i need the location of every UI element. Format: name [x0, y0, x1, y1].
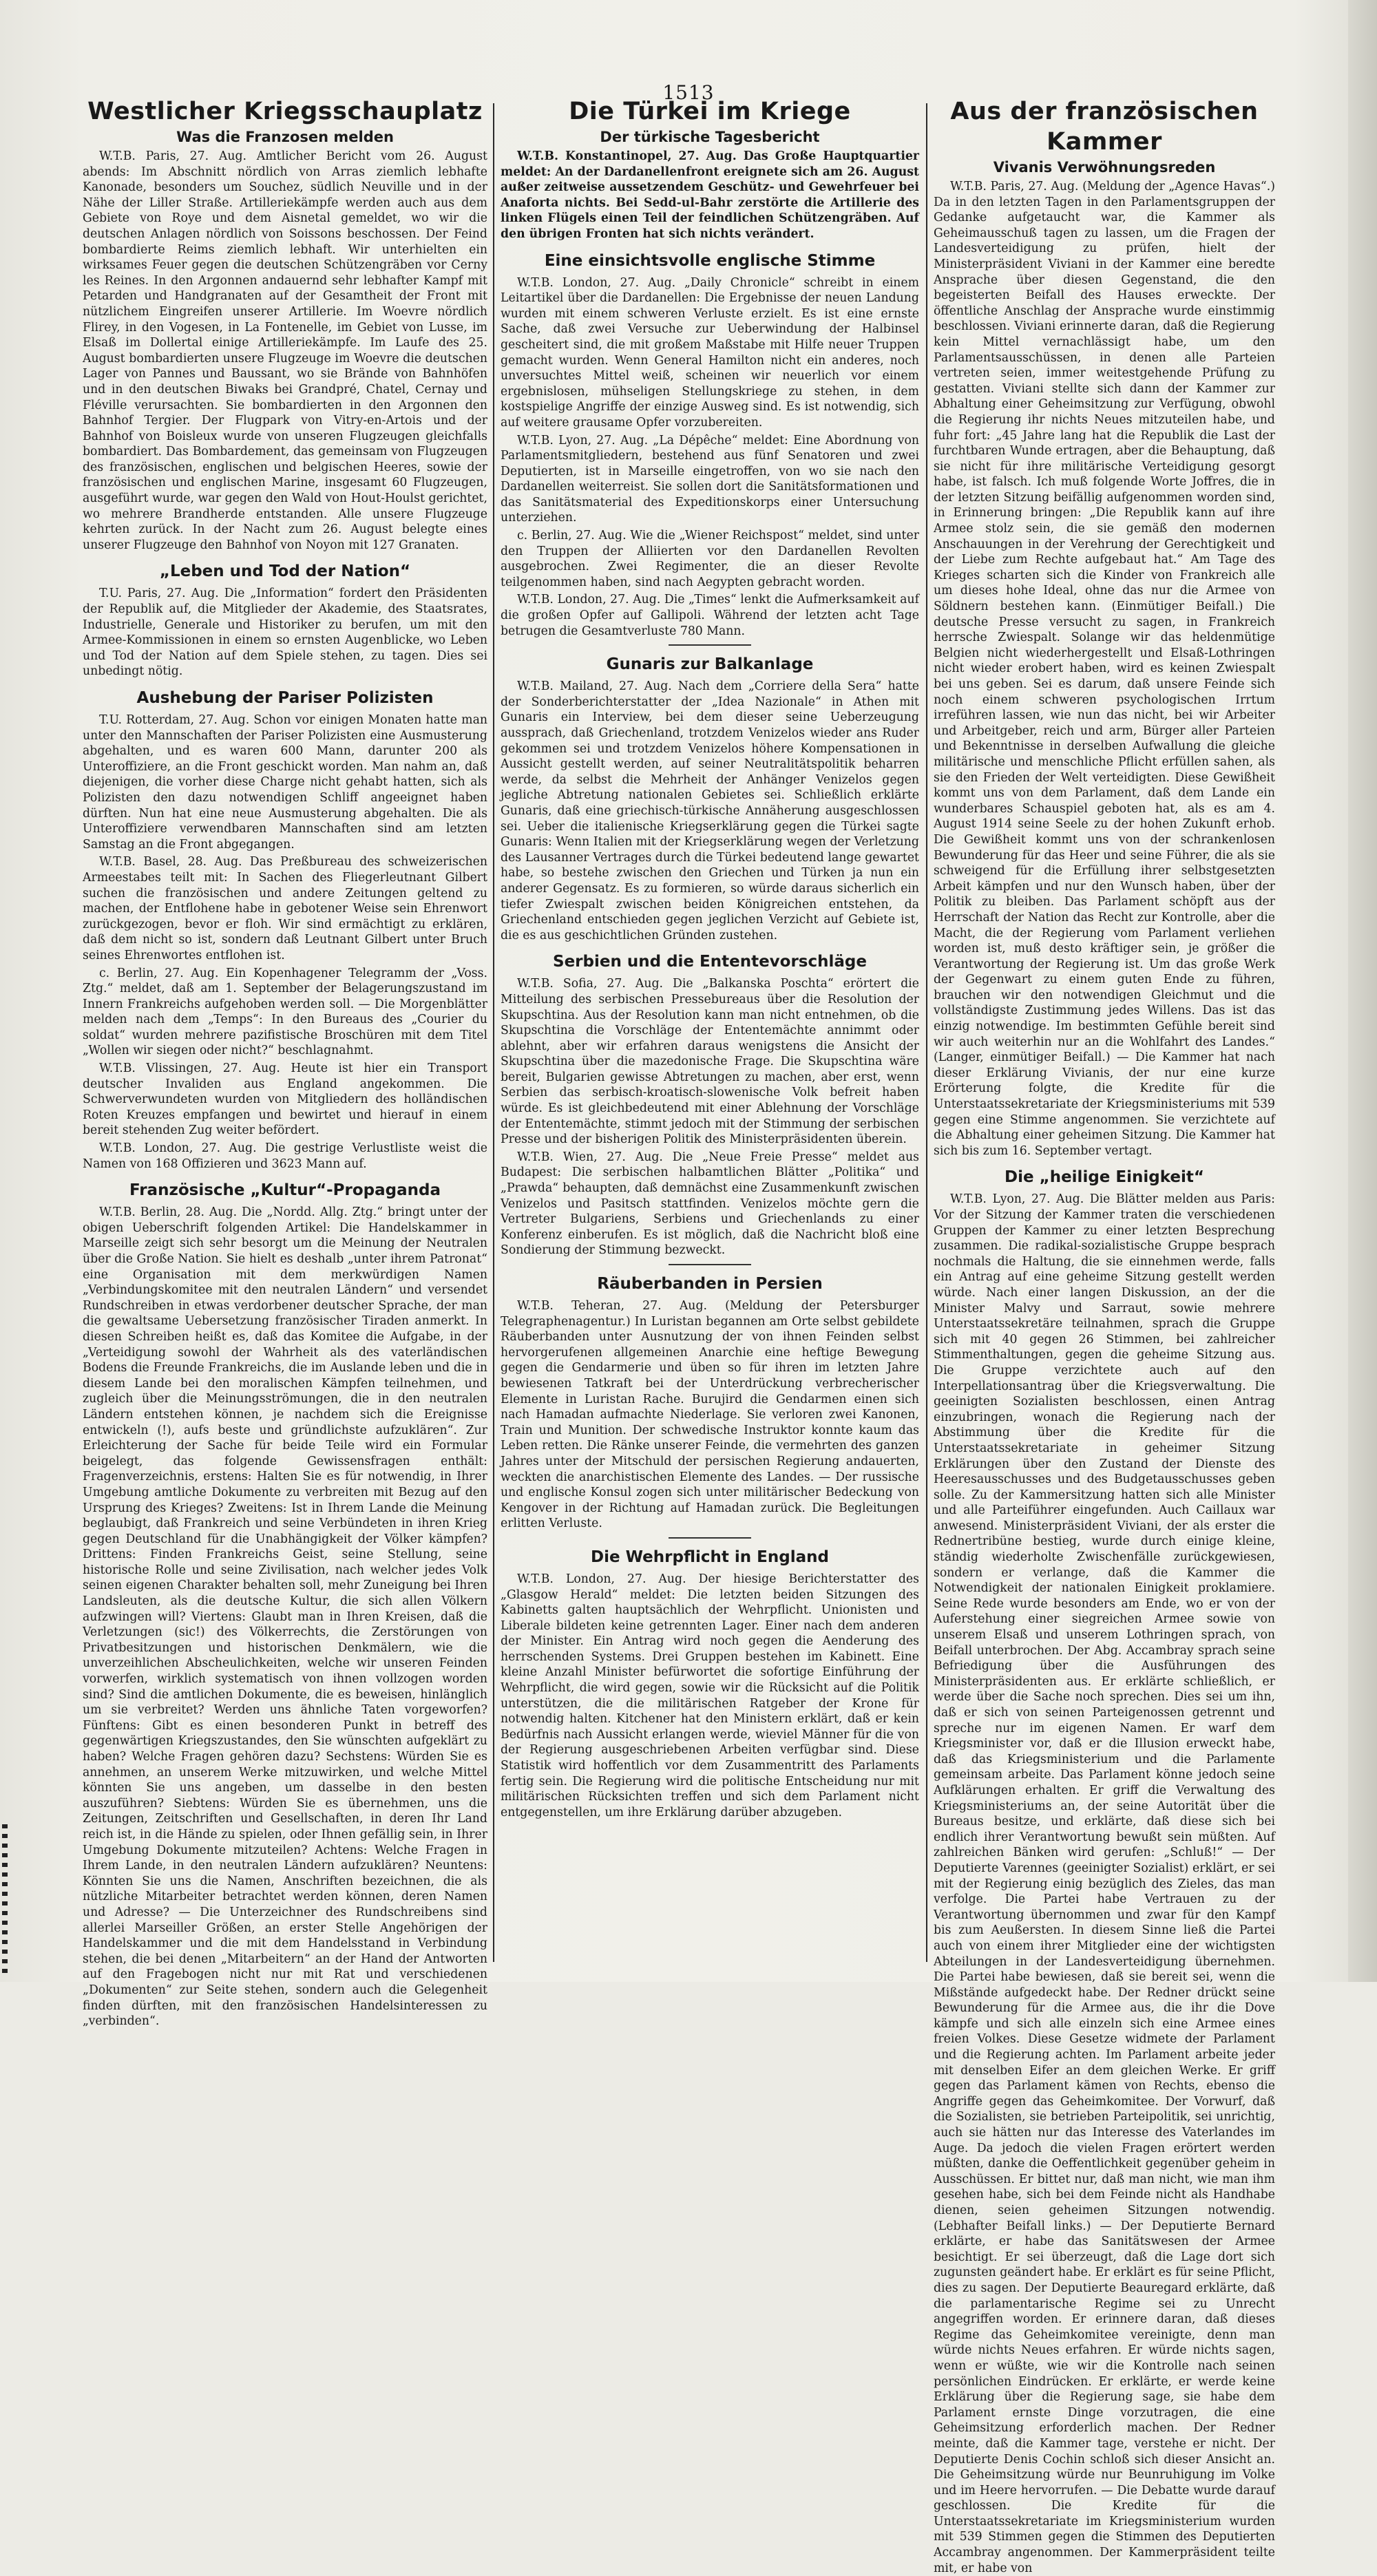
- article-paragraph: T.U. Paris, 27. Aug. Die „Information“ fordert den Präsidenten der Republik auf, die Mitglieder der Akademie, des Staatsrates, Industrielle, Generale und Historiker zu berufen, um mit den Armee-Kommissionen in einem so ernsten Augenblicke, wo Leben und Tod der Nation auf dem Spiele stehen, zu tagen. Dies sei unbedingt nötig.: [83, 587, 487, 679]
- article-paragraph: W.T.B. Paris, 27. Aug. Amtlicher Bericht vom 26. August abends: Im Abschnitt nördlich von Arras ziemlich lebhafte Kanonade, besonders um Souchez, südlich Neuville und in der Nähe der Liller Straße. Artilleriekämpfe werden auch aus dem Gebiete von Roye und dem Aisnetal gemeldet, wo wir die deutschen Anlagen nördlich von Soissons beschossen. Der Feind bombardierte Reims ziemlich lebhaft. Wir unterhielten ein wirksames Feuer gegen die deutschen Schützengräben vor Cerny les Reines. In den Argonnen andauernd sehr lebhafter Kampf mit Petarden und Handgranaten auf der Gesamtheit der Front mit nützlichem Eingreifen unserer Artillerie. Im Woevre nördlich Flirey, in den Vogesen, in La Fontenelle, im Gebiet von Lusse, im Elsaß im Dollertal einige Artilleriekämpfe. Im Laufe des 25. August bombardierten unsere Flugzeuge im Woevre die deutschen Lager von Pannes und Baussant, wo sie Brände von Bahnhöfen und in den deutschen Biwaks bei Grandpré, Chatel, Cernay und Fléville verursachten. Sie bombardierten in den Argonnen den Bahnhof Tergier. Der Flugpark von Vitry-en-Artois und der Bahnhof von Boisleux wurde von unseren Flugzeugen gleichfalls bombardiert. Das Bombardement, das gemeinsam von Flugzeugen des französischen, englischen und belgischen Heeres, sowie der französischen und englischen Marine, insgesamt 60 Flugzeugen, ausgeführt wurde, war gegen den Wald von Hout-Houlst gerichtet, wo mehrere Brandherde entstanden. Alle unsere Flugzeuge kehrten zurück. In der Nacht zum 26. August belegte eines unserer Flugzeuge den Bahnhof von Noyon mit 127 Granaten.: [83, 149, 487, 552]
- section-heading-kultur-propaganda: Französische „Kultur“-Propaganda: [129, 1181, 441, 1200]
- article-paragraph: W.T.B. London, 27. Aug. Die gestrige Verlustliste weist die Namen von 168 Offizieren und 3623 Mann auf.: [83, 1141, 487, 1171]
- article-paragraph: W.T.B. Berlin, 28. Aug. Die „Nordd. Allg. Ztg.“ bringt unter der obigen Ueberschrift folgenden Artikel: Die Handelskammer in Marseille zeigt sich sehr besorgt um die Meinung der Neutralen über die Große Nation. Sie hielt es deshalb „unter ihrem Patronat“ eine Organisation mit dem merkwürdigen Namen „Verbindungskomitee mit den neutralen Ländern“ und versendet Rundschreiben in etwas verdorbener deutscher Sprache, der man die gewaltsame Uebersetzung französischer Tiraden anmerkt. In diesen Schreiben heißt es, daß das Komitee die Aufgabe, in der „Verteidigung sowohl der Wahrheit als des vaterländischen Bodens die Freunde Frankreichs, die im Auslande leben und die in diesem Lande bei den moralischen Kämpfen teilnehmen, und zugleich über die Meinungsströmungen, die in den neutralen Ländern entstehen können, je nachdem sich die Ereignisse entwickeln (!), aufs beste und gründlichste aufzuklären“. Zur Erleichterung der Sache für beide Teile wird ein Formular beigelegt, das folgende Gewissensfragen enthält: Fragenverzeichnis, erstens: Halten Sie es für notwendig, in Ihrer Umgebung amtliche Dokumente zu verbreiten mit Bezug auf den Ursprung des Krieges? Zweitens: Ist in Ihrem Lande die Meinung beglaubigt, daß Frankreich und seine Verbündeten in ihren Krieg gegen Deutschland für die Unabhängigkeit der Völker kämpfen? Drittens: Finden Frankreichs Geist, seine Stellung, seine historische Rolle und seine Zivilisation, nach welcher jedes Volk seinen eigenen Charakter behalten soll, mehr Zuneigung bei Ihren Landsleuten, als die deutsche Kultur, die sich allen Völkern aufzwingen will? Viertens: Glaubt man in Ihren Kreisen, daß die Verletzungen (sic!) des Völkerrechts, die Zerstörungen von Privatbesitzungen und historischen Denkmälern, wie die unverzeihlichen Abscheulichkeiten, welche wir unseren Feinden vorwerfen, wirklich systematisch von ihnen vollzogen worden sind? Sind die amtlichen Dokumente, die es beweisen, hinlänglich um sie verbreitet? Werden uns ähnliche Taten vorgeworfen? Fünftens: Gibt es einen besonderen Punkt in betreff des gegenwärtigen Kriegszustandes, den Sie wünschten aufgeklärt zu haben? Welche Fragen gehören dazu? Sechstens: Würden Sie es annehmen, an unserem Werke mitzuwirken, und welche Mittel könnten Sie uns angeben, um dasselbe in den besten auszuführen? Siebtens: Würden Sie es übernehmen, uns die Zeitungen, Zeitschriften und Gesellschaften, in deren Ihr Land reich ist, in die Hände zu spielen, oder Ihnen gefällig sein, in Ihrer Umgebung Dokumente mitzuteilen? Achtens: Welche Fragen in Ihrem Lande, in den neutralen Ländern aufzuklären? Neuntens: Könnten Sie uns die Namen, Anschriften bezeichnen, die als nützliche Mitarbeiter betrachtet werden können, deren Namen und Adresse? — Die Unterzeichner des Rundschreibens sind allerlei Marseiller Größen, an erster Stelle Angehörigen der Handelskammer und die mit dem Handelsstand in Verbindung stehen, die bei denen „Mitarbeitern“ an der Hand der Antworten auf den Fragebogen nicht nur mit Rat und verschiedenen „Dokumenten“ zur Seite stehen, sondern auch die Gelegenheit finden dürften, mit den französischen Handelsinteressen zu „verbinden“.: [83, 1205, 487, 2029]
- article-paragraph: W.T.B. Basel, 28. Aug. Das Preßbureau des schweizerischen Armeestabes teilt mit: In Sachen des Fliegerleutnant Gilbert suchen die französischen und andere Zeitungen geltend zu machen, der Entflohene habe in gebotener Weise sein Ehrenwort zurückgezogen, bevor er floh. Wir sind ermächtigt zu erklären, daß dem nicht so ist, sondern daß Leutnant Gilbert unter Bruch seines Ehrenwortes entflohen ist.: [83, 855, 487, 962]
- article-paragraph: T.U. Rotterdam, 27. Aug. Schon vor einigen Monaten hatte man unter den Mannschaften der Pariser Polizisten eine Ausmusterung abgehalten, und es waren 600 Mann, darunter 200 als Unteroffiziere, an die Front geschickt worden. Man nahm an, daß diejenigen, die vorher diese Charge nicht gehabt hatten, sich als Polizisten den dazu notwendigen Schliff angeeignet haben dürften. Nun hat eine neue Ausmusterung abgehalten. Die als Unteroffiziere verwendbaren Mannschaften sind am letzten Samstag an die Front abgegangen.: [83, 713, 487, 852]
- section-heading-raeuberbanden: Räuberbanden in Persien: [597, 1275, 823, 1293]
- section-divider: [669, 1537, 751, 1539]
- section-divider: [669, 644, 751, 646]
- article-paragraph: W.T.B. Paris, 27. Aug. (Meldung der „Agence Havas“.) Da in den letzten Tagen in den Parlamentsgruppen der Gedanke aufgetaucht war, die Kammer als Geheimausschuß tagen zu lassen, um die Fragen der Landesverteidigung zu prüfen, hielt der Ministerpräsident Viviani in der Kammer eine beredte Ansprache über diesen Gegenstand, die den begeisterten Beifall des Hauses erweckte. Der öffentliche Anschlag der Ansprache wurde einstimmig beschlossen. Viviani erinnerte daran, daß die Regierung kein Mittel vernachlässigt habe, um den Parlamentsausschüssen, in denen alle Parteien vertreten seien, immer weitestgehende Prüfung zu gestatten. Viviani stellte sich dann der Kammer zur Abhaltung einer Geheimsitzung zur Verfügung, obwohl die Regierung ihr nichts Neues mitzuteilen habe, und fuhr fort: „45 Jahre lang hat die Republik die Last der furchtbaren Wunde ertragen, aber die Behauptung, daß sie nicht für ihre militärische Verteidigung gesorgt habe, ist falsch. Ich muß folgende Worte Joffres, die in der letzten Sitzung beifällig aufgenommen worden sind, in Erinnerung bringen: „Die Republik kann auf ihre Armee stolz sein, die sie gemäß den modernen Anschauungen in der Verehrung der Gerechtigkeit und der Liebe zum Rechte aufgebaut hat.“ Am Tage des Krieges scharten sich die Kinder von Frankreich alle um dieses hohe Ideal, ohne das nur die Armee von Söldnern bestehen kann. (Einmütiger Beifall.) Die deutsche Presse versucht zu sagen, in Frankreich herrsche Zwiespalt. Solange wir das heldenmütige Belgien nicht wiederhergestellt und Elsaß-Lothringen nicht wieder erobert haben, wird es keinen Zwiespalt bei uns geben. Sei es darum, daß unsere Feinde sich noch einem schweren psychologischen Irrtum irreführen lassen, wie nun das nicht, bei wir Arbeiter und Arbeitgeber, reich und arm, Bürger aller Parteien und Bekenntnisse in derselben Aufwallung die gleiche militärische und menschliche Pflicht erfüllen sahen, als sie den Frieden der Welt verteidigten. Diese Gewißheit kommt uns von dem Parlament, daß dem Lande ein wunderbares Schauspiel geboten hat, als es am 4. August 1914 seine Seele zu der hohen Zukunft erhob. Die Gewißheit kommt uns von der schrankenlosen Bewunderung für das Heer und seine Führer, die als sie schweigend für die Erfüllung ihrer selbstgesetzten Arbeit kämpfen und nur den Wunsch haben, über der Politik zu bleiben. Das Parlament schöpft aus der Herrschaft der Nation das Recht zur Kontrolle, aber die Macht, die der Regierung vom Parlament verliehen worden ist, muß desto kräftiger sein, je größer die Verantwortung der Regierung ist. Um das große Werk der Gegenwart zu einem guten Ende zu führen, brauchen wir den notwendigen Gleichmut und die vollständigste Zustimmung jedes Willens. Das ist das einzig notwendige. Im bestimmten Gefühle bereit sind wir auch weiterhin nur an die Wohlfahrt des Landes.“ (Langer, einmütiger Beifall.) — Die Kammer hat nach dieser Erklärung Vivianis, der nur eine kurze Erörterung folgte, die Kredite für die Unterstaatssekretariate der Kriegsministeriums mit 539 gegen eine Stimme angenommen. Sie verzichtete auf die Abhaltung einer geheimen Sitzung. Die Kammer hat sich bis zum 16. September vertagt.: [934, 180, 1275, 1158]
- article-paragraph: W.T.B. Lyon, 27. Aug. Die Blätter melden aus Paris: Vor der Sitzung der Kammer traten die verschiedenen Gruppen der Kammer zu einer letzten Besprechung zusammen. Die radikal-sozialistische Gruppe besprach nochmals die Haltung, die sie einnehmen werde, falls ein Antrag auf eine geheime Sitzung gestellt werden würde. Nach einer langen Diskussion, an der die Minister Malvy und Sarraut, sowie mehrere Unterstaatssekretäre teilnahmen, sprach die Gruppe sich mit 40 gegen 26 Stimmen, bei zahlreicher Stimmenthaltungen, gegen die geheime Sitzung aus. Die Gruppe verzichtete auch auf den Interpellationsantrag über die Kriegsverwaltung. Die geeinigten Sozialisten beschlossen, einen Antrag einzubringen, wonach die Regierung nach der Abstimmung über die Kredite für die Unterstaatssekretariate in geheimer Sitzung Erklärungen über den Zustand der Dienste des Heeresausschusses und des Budgetausschusses geben solle. Zu der Kammersitzung hatten sich alle Minister und alle Parteiführer eingefunden. Auch Caillaux war anwesend. Ministerpräsident Viviani, der als erster die Rednertribüne bestieg, wurde durch einige kleine, ständig wiederholte Zwischenfälle zurückgewiesen, sondern er verlange, daß die Kammer die Notwendigkeit der nationalen Einigkeit proklamiere. Seine Rede wurde besonders am Ende, wo er von der Auferstehung einer siegreichen Armee sowie von unserem Elsaß und unserem Lothringen sprach, von Beifall unterbrochen. Der Abg. Accambray sprach seine Befriedigung über die Ausführungen des Ministerpräsidenten aus. Er erklärte schließlich, er werde über die Sache noch sprechen. Dies sei um ihn, daß er sich von seinen Parteigenossen getrennt und spreche nur im eigenen Namen. Er warf dem Kriegsminister vor, daß er die Illusion erweckt habe, daß das Kriegsministerium und die Parlamente gemeinsam arbeite. Das Parlament könne jedoch seine Aufklärungen erhalten. Er griff die Verwaltung des Kriegsministeriums an, der seine Autorität über die Bureaus besitze, und erklärte, daß diese sich bei endlich ihrer Verantwortung bewußt sein müßten. Auf zahlreichen Bänken wird gerufen: „Schluß!“ — Der Deputierte Varennes (geeinigter Sozialist) erklärt, er sei mit der Regierung einig bezüglich des Zieles, das man verfolge. Die Partei habe Vertrauen zu der Verantwortung übernommen und zwar für den Kampf bis zum Aeußersten. In diesem Sinne ließ die Partei auch von einem ihrer Mitglieder eine der wichtigsten Abteilungen in der Landesverteidigung übernehmen. Die Partei habe bewiesen, daß sie bereit sei, wenn die Mißstände aufgedeckt habe. Der Redner drückt seine Bewunderung für die Armee aus, die ihr die Dove kämpfe und sich alle einzeln sich eine Armee eines freien Volkes. Diese Gesetze widmete der Parlament und die Regierung achten. Im Parlament arbeite jeder mit denselben Eifer an dem gleichen Werke. Er griff gegen das Parlament kämen von Rechts, ebenso die Angriffe gegen das Geheimkomitee. Der Vorwurf, daß die Sozialisten, sie betrieben Parteipolitik, sei unrichtig, auch sie hätten nur das Interesse des Vaterlandes im Auge. Da jedoch die vielen Fragen erörtert werden müßten, danke die Oeffentlichkeit gegenüber geheim in Ausschüssen. Er bittet nur, daß man nicht, wie man ihm gesehen habe, sich bei dem Feinde nicht als Handhabe dienen, seien geheimen Sitzungen notwendig. (Lebhafter Beifall links.) — Der Deputierte Bernard erklärte, er habe das Sanitätswesen der Armee besichtigt. Er sei überzeugt, daß die Lage dort sich zugunsten geändert habe. Er erklärt es für seine Pflicht, dies zu sagen. Der Deputierte Beauregard erklärte, daß die parlamentarische Regime sei zu Unrecht angegriffen worden. Er erinnere daran, daß dieses Regime das Geheimkomitee vereinigte, denn man würde nichts Neues erfahren. Er würde nichts sagen, wenn er wüßte, wie wir die Kontrolle nach seinen persönlichen Eindrücken. Er erklärte, er werde keine Erklärung über die Regierung sage, sie habe dem Parlament ernste Dinge vorzutragen, die eine Geheimsitzung erforderlich machen. Der Redner meinte, daß die Kammer tage, verstehe er nicht. Der Deputierte Denis Cochin schloß sich dieser Ansicht an. Die Geheimsitzung würde nur Beunruhigung im Volke und im Heere hervorrufen. — Die Debatte wurde darauf geschlossen. Die Kredite für die Unterstaatssekretariate im Kriegsministerium wurden mit 539 Stimmen gegen die Stimmen des Deputierten Accambray angenommen. Der Kammerpräsident teilte mit, er habe von: [934, 1192, 1275, 2575]
- article-paragraph: c. Berlin, 27. Aug. Wie die „Wiener Reichspost“ meldet, sind unter den Truppen der Alliierten vor den Dardanellen Revolten ausgebrochen. Zwei Regimenter, die an dieser Revolte teilgenommen haben, sind nach Aegypten gebracht worden.: [501, 529, 919, 589]
- article-lead-paragraph: W.T.B. Konstantinopel, 27. Aug. Das Große Hauptquartier meldet: An der Dardanellenfront ereignete sich am 26. August außer zeitweise aussetzendem Geschütz- und Gewehrfeuer bei Anaforta nichts. Bei Sedd-ul-Bahr zerstörte die Artillerie des linken Flügels einen Teil der feindlichen Schützengräben. Auf den übrigen Fronten hat sich nichts verändert.: [501, 149, 919, 241]
- column-rule-right: [926, 103, 927, 1962]
- page-number: 1513: [662, 81, 715, 104]
- article-paragraph: W.T.B. London, 27. Aug. Die „Times“ lenkt die Aufmerksamkeit auf die großen Opfer auf Gallipoli. Während der letzten acht Tage betrugen die Gesamtverluste 780 Mann.: [501, 593, 919, 638]
- column-right: [934, 96, 1275, 2575]
- section-heading-leben-und-tod: „Leben und Tod der Nation“: [159, 562, 411, 581]
- article-paragraph: W.T.B. Wien, 27. Aug. Die „Neue Freie Presse“ meldet aus Budapest: Die serbischen halbamtlichen Blätter „Politika“ und „Prawda“ behaupten, daß demnächst eine Zusammenkunft zwischen Venizelos und Pasitsch stattfinden. Venizelos möchte gern die Vertreter Bulgariens, Serbiens und Griechenlands zu einer Konferenz einberufen. Es ist möglich, daß die Nachricht bloß eine Sondierung der Stimmung bezweckt.: [501, 1150, 919, 1258]
- article-paragraph: c. Berlin, 27. Aug. Ein Kopenhagener Telegramm der „Voss. Ztg.“ meldet, daß am 1. September der Belagerungszustand im Innern Frankreichs aufgehoben werden soll. — Die Morgenblätter melden nach dem „Temps“: In den Bureaus des „Courier du soldat“ wurden mehrere pazifistische Broschüren mit dem Titel „Wollen wir siegen oder nicht?“ beschlagnahmt.: [83, 966, 487, 1058]
- scan-margin-marks: [2, 1824, 8, 1976]
- scan-page-edge: [1348, 0, 1377, 1982]
- headline-westlicher-kriegsschauplatz: Westlicher Kriegsschauplatz: [87, 98, 483, 125]
- headline-tuerkei-im-kriege: Die Türkei im Kriege: [569, 98, 851, 125]
- column-left: [83, 96, 487, 2029]
- section-heading-englische-stimme: Eine einsichtsvolle englische Stimme: [544, 251, 876, 270]
- section-heading-serbien: Serbien und die Ententevorschläge: [553, 953, 867, 971]
- article-paragraph: W.T.B. London, 27. Aug. Der hiesige Berichterstatter des „Glasgow Herald“ meldet: Die letzten beiden Sitzungen des Kabinetts galten hauptsächlich der Wehrpflicht. Unionisten und Liberale bildeten keine getrennten Lager. Einer nach dem anderen der Minister. Ein Antrag wird noch gegen die Aenderung des herrschenden Systems. Drei Gruppen bestehen im Kabinett. Eine kleine Anzahl Minister befürwortet die sofortige Einführung der Wehrpflicht, die wird gegen, sowie wir die Rücksicht auf die Politik unterstützen, die die militärischen Ratgeber der Krone für notwendig halten. Kitchener hat den Ministern erklärt, daß er kein Bedürfnis nach Aussicht erlangen werde, wieviel Männer für die von der Regierung ausgeschriebenen Arbeiten verfügbar sind. Diese Statistik wird hoffentlich vor dem Zusammentritt des Parlaments fertig sein. Die Regierung wird die politische Entscheidung nur mit militärischen Rücksichten treffen und sich dem Parlament nicht entgegenstellen, um ihre Erklärung darüber abzugeben.: [501, 1572, 919, 1819]
- section-heading-wehrpflicht: Die Wehrpflicht in England: [591, 1548, 829, 1566]
- article-paragraph: W.T.B. London, 27. Aug. „Daily Chronicle“ schreibt in einem Leitartikel über die Dardanellen: Die Ergebnisse der neuen Landung wurden mit einem schweren Verluste erzielt. Es ist eine ernste Sache, daß zwei Versuche zur Ueberwindung der Halbinsel gescheitert sind, die mit großem Maßstabe mit Hilfe neuer Truppen gemacht wurden. Wenn General Hamilton nicht ein anderes, noch unversuchtes Mittel weiß, scheinen wir neuerlich vor einem ergebnislosen, mühseligen Stellungskriege zu stehen, in dem kostspielige Angriffe der einzige Ausweg sind. Es ist notwendig, sich auf weitere grausame Opfer vorzubereiten.: [501, 275, 919, 430]
- column-rule-left: [493, 103, 494, 1962]
- section-heading-gunaris: Gunaris zur Balkanlage: [606, 655, 814, 674]
- subheadline-franzosen-melden: Was die Franzosen melden: [176, 129, 394, 145]
- section-divider: [669, 1264, 751, 1265]
- column-middle: [501, 96, 919, 1965]
- headline-franzoesische-kammer: Aus der französischen Kammer: [950, 98, 1259, 156]
- article-paragraph: W.T.B. Teheran, 27. Aug. (Meldung der Petersburger Telegraphenagentur.) In Luristan begannen am Orte selbst gebildete Räuberbanden unter Ausnutzung der von ihnen Feinden selbst hervorgerufenen allgemeinen Anarchie eine heftige Bewegung gegen die Gendarmerie und üben so für ihren im letzten Jahre bewiesenen Tatkraft bei der Unterdrückung verbrecherischer Elemente in Luristan Rache. Burujird die Gendarmen einen sich nach Hamadan aufmachte Niederlage. Sie verloren zwei Kanonen, Train und Munition. Der schwedische Instruktor konnte kaum das Leben retten. Die Ränke unserer Feinde, die vermehrten des ganzen Jahres unter der Mitschuld der persischen Regierung andauerten, weckten die anarchistischen Elemente des Landes. — Der russische und englische Konsul zogen sich unter militärischer Bedeckung von Kengover in der Richtung auf Hamadan zurück. Die Begleitungen erlitten Verluste.: [501, 1299, 919, 1531]
- article-paragraph: W.T.B. Sofia, 27. Aug. Die „Balkanska Poschta“ erörtert die Mitteilung des serbischen Pressebureaus über die Resolution der Skupschtina. Aus der Resolution kann man nicht entnehmen, ob die Skupschtina die Vorschläge der Ententemächte annimmt oder ablehnt, aber wir erfahren daraus wenigstens die Ansicht der Skupschtina über die mazedonische Frage. Die Skupschtina wäre bereit, Bulgarien gewisse Abtretungen zu machen, aber erst, wenn Serbien das serbisch-kroatisch-slowenische Volk befreit haben würde. Es ist gleichbedeutend mit einer Ablehnung der Vorschläge der Ententemächte, stimmt jedoch mit der Stimmung der serbischen Presse und der bisherigen Politik des Ministerpräsidenten überein.: [501, 977, 919, 1147]
- section-heading-pariser-polizisten: Aushebung der Pariser Polizisten: [136, 689, 434, 707]
- article-paragraph: W.T.B. Lyon, 27. Aug. „La Dépêche“ meldet: Eine Abordnung von Parlamentsmitgliedern, bestehend aus fünf Senatoren und zwei Deputierten, ist in Marseille eingetroffen, von wo sie nach den Dardanellen weiterreist. Sie sollen dort die Sanitätsformationen und das Sanitätsmaterial des Expeditionskorps einer Untersuchung unterziehen.: [501, 433, 919, 525]
- subheadline-tuerkischer-tagesbericht: Der türkische Tagesbericht: [600, 129, 820, 145]
- article-paragraph: W.T.B. Mailand, 27. Aug. Nach dem „Corriere della Sera“ hatte der Sonderberichterstatter der „Idea Nazionale“ in Athen mit Gunaris ein Interview, bei dem dieser seine Ueberzeugung aussprach, daß Griechenland, trotzdem Venizelos wieder ans Ruder gekommen sei und trotzdem Venizelos höhere Kompensationen in Aussicht gestellt werden, auf seiner Neutralitätspolitik beharren werde, da selbst die Mehrheit der Anhänger Venizelos gegen jegliche Abtretung nationalen Gebietes sei. Schließlich erklärte Gunaris, daß eine griechisch-türkische Annäherung ausgeschlossen sei. Ueber die italienische Kriegserklärung gegen die Türkei sagte Gunaris: Wenn Italien mit der Kriegserklärung wegen der Verletzung des Lausanner Vertrages durch die Türkei bedeutend lange gewartet habe, so bestehe zwischen den Griechen und Türken ja nun ein anderer Gegensatz. Es zu formieren, so würde daraus sicherlich ein tiefer Zwiespalt zwischen beiden Königreichen entstehen, da Griechenland entschieden gegen jeglichen Verzicht auf Gebiete ist, die es aus geschichtlichen Gründen zustehen.: [501, 679, 919, 942]
- section-heading-heilige-einigkeit: Die „heilige Einigkeit“: [1005, 1168, 1204, 1187]
- article-paragraph: W.T.B. Vlissingen, 27. Aug. Heute ist hier ein Transport deutscher Invaliden aus England angekommen. Die Schwerverwundeten wurden von Mitgliedern des holländischen Roten Kreuzes empfangen und bewirtet und hierauf in einem bereit stehenden Zug weiter befördert.: [83, 1062, 487, 1138]
- subheadline-vivanis: Vivanis Verwöhnungsreden: [993, 159, 1216, 176]
